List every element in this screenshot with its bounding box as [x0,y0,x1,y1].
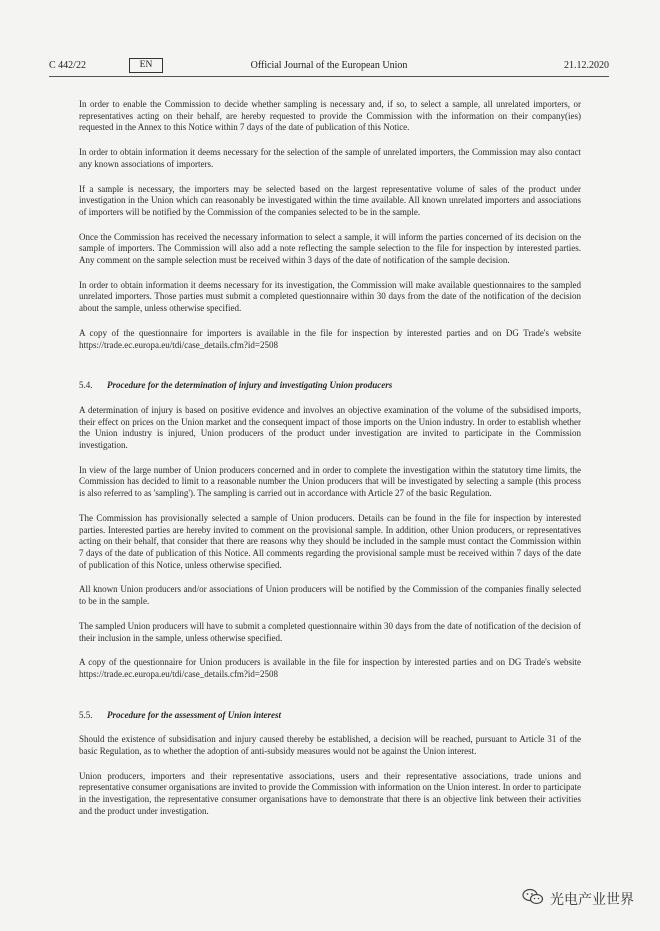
journal-title: Official Journal of the European Union [250,60,408,71]
section-heading-5-5 [79,710,581,722]
section-title: Procedure for the determination of injury and investigating Union producers [107,380,393,391]
page-header [49,58,609,74]
language-badge: EN [129,58,163,73]
header-rule [49,76,609,77]
watermark-text: 光电产业世界 [550,892,634,908]
paragraph: The sampled Union producers will have to submit a completed questionnaire within 30 days from the date of notification of the decision of their inclusion in the sample, unless otherwise specified. [79,620,581,643]
paragraph: In order to obtain information it deems necessary for its investigation, the Commission will make available questionnaires to the sampled unrelated importers. Those parties must submit a completed questionnaire within 30 days from the date of the notification of the decision about the sample, unless otherwise specified. [79,279,581,314]
paragraph: All known Union producers and/or associations of Union producers will be notified by the Commission of the companies finally selected to be in the sample. [79,584,581,607]
paragraph: In order to enable the Commission to decide whether sampling is necessary and, if so, to select a sample, all unrelated importers, or representatives acting on their behalf, are hereby requested to provide the Commission with the information on their company(ies) requested in the Annex to this Notice within 7 days of the date of publication of this Notice. [79,99,581,133]
paragraph: If a sample is necessary, the importers may be selected based on the largest representative volume of sales of the product under investigation in the Union which can reasonably be investigated within the time available. All known unrelated importers and associations of importers will be notified by the Commission of the companies selected to be in the sample. [79,183,581,217]
section-number: 5.4. [79,380,93,391]
wechat-icon [522,888,544,910]
paragraph: Should the existence of subsidisation and injury caused thereby be established, a decision will be reached, pursuant to Article 31 of the basic Regulation, as to whether the adoption of anti-subsidy measures would not be against the Union interest. [79,734,581,757]
paragraph: A determination of injury is based on positive evidence and involves an objective examination of the volume of the subsidised imports, their effect on prices on the Union market and the consequent impact of those imports on the Union industry. In order to establish whether the Union industry is injured, Union producers of the product under investigation are invited to participate in the Commission investigation. [79,404,581,451]
body-text [79,99,581,831]
section-number: 5.5. [79,709,93,720]
journal-reference: C 442/22 [49,60,86,71]
section-title: Procedure for the assessment of Union interest [107,709,282,720]
paragraph: Once the Commission has received the necessary information to select a sample, it will inform the parties concerned of its decision on the sample of importers. The Commission will also add a note reflecting the sample selection to the file for inspection by interested parties. Any comment on the sample selection must be received within 3 days of the date of notification of the sample decision. [79,231,581,266]
publication-date: 21.12.2020 [564,60,609,71]
paragraph: In view of the large number of Union producers concerned and in order to complete the investigation within the statutory time limits, the Commission has decided to limit to a reasonable number the Union producers that will be investigated by selecting a sample (this process is also referred to as 'sampling'). The sampling is carried out in accordance with Article 27 of the basic Regulation. [79,464,581,499]
watermark [522,889,634,909]
paragraph: The Commission has provisionally selected a sample of Union producers. Details can be found in the file for inspection by interested parties. Interested parties are hereby invited to comment on the provisional sample. In addition, other Union producers, or representatives acting on their behalf, that consider that there are reasons why they should be included in the sample must contact the Commission within 7 days of the date of publication of this Notice. All comments regarding the provisional sample must be received within 7 days of the date of publication of this Notice, unless otherwise specified. [79,512,581,570]
paragraph: Union producers, importers and their representative associations, users and their representative associations, trade unions and representative consumer organisations are invited to provide the Commission with information on the Union interest. In order to participate in the investigation, the representative consumer organisations have to demonstrate that there is an objective link between their activities and the product under investigation. [79,770,581,816]
paragraph: A copy of the questionnaire for importers is available in the file for inspection by interested parties and on DG Trade's website https://trade.ec.europa.eu/tdi/case_details.cfm?id=2508 [79,327,581,350]
paragraph: A copy of the questionnaire for Union producers is available in the file for inspection by interested parties and on DG Trade's website https://trade.ec.europa.eu/tdi/case_details.cfm?id=2508 [79,657,581,679]
paragraph: In order to obtain information it deems necessary for the selection of the sample of unrelated importers, the Commission may also contact any known associations of importers. [79,147,581,169]
section-heading-5-4 [79,380,581,392]
